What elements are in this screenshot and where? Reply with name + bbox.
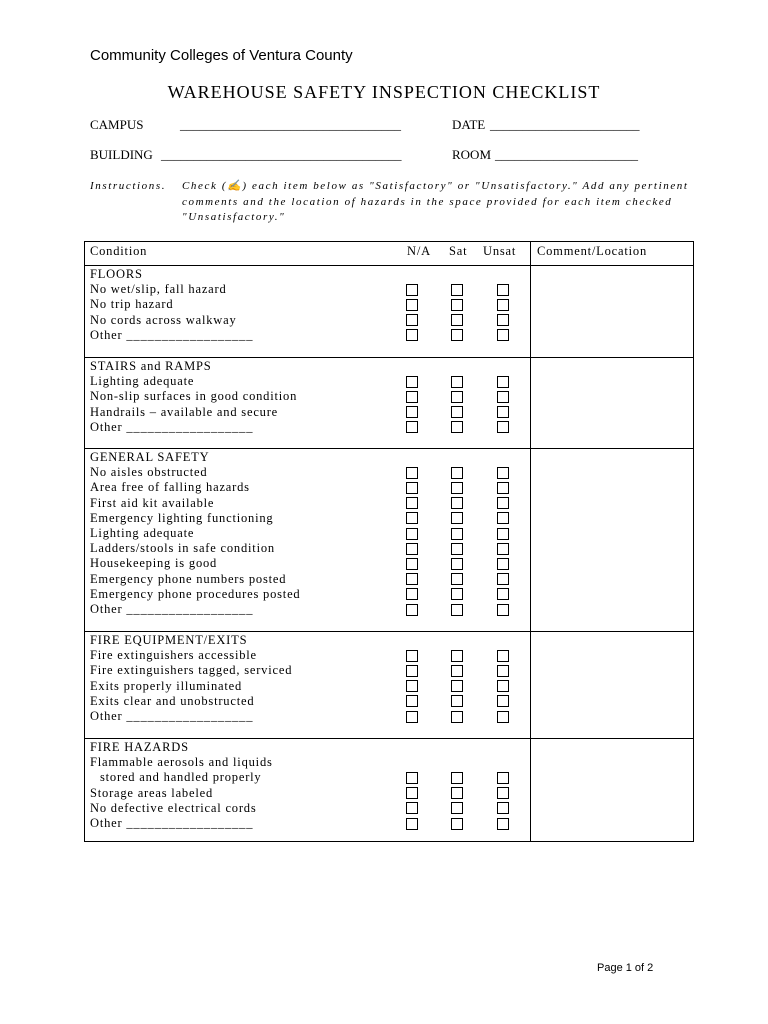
checklist-section bbox=[85, 266, 693, 358]
sat-checkbox[interactable] bbox=[451, 482, 463, 494]
unsat-checkbox[interactable] bbox=[497, 588, 509, 600]
na-checkbox[interactable] bbox=[406, 376, 418, 388]
organization-name: Community Colleges of Ventura County bbox=[90, 47, 353, 64]
unsat-checkbox[interactable] bbox=[497, 711, 509, 723]
sat-checkbox[interactable] bbox=[451, 421, 463, 433]
unsat-checkbox[interactable] bbox=[497, 680, 509, 692]
na-checkbox[interactable] bbox=[406, 665, 418, 677]
checklist-item: Lighting adequate bbox=[90, 526, 195, 540]
na-checkbox[interactable] bbox=[406, 680, 418, 692]
unsat-checkbox[interactable] bbox=[497, 329, 509, 341]
unsat-checkbox[interactable] bbox=[497, 543, 509, 555]
na-checkbox[interactable] bbox=[406, 284, 418, 296]
unsat-checkbox[interactable] bbox=[497, 376, 509, 388]
na-checkbox[interactable] bbox=[406, 482, 418, 494]
table-header bbox=[85, 242, 693, 266]
checklist-item: Other __________________ bbox=[90, 602, 254, 616]
sat-checkbox[interactable] bbox=[451, 467, 463, 479]
checklist-item: No wet/slip, fall hazard bbox=[90, 282, 227, 297]
na-checkbox[interactable] bbox=[406, 818, 418, 830]
unsat-checkbox[interactable] bbox=[497, 604, 509, 616]
checklist-item: Fire extinguishers accessible bbox=[90, 648, 257, 663]
sat-checkbox[interactable] bbox=[451, 284, 463, 296]
sat-checkbox[interactable] bbox=[451, 772, 463, 784]
checklist-item: Other __________________ bbox=[90, 419, 254, 434]
checklist-item: Exits clear and unobstructed bbox=[90, 693, 255, 708]
checklist-item: Flammable aerosols and liquids bbox=[90, 755, 273, 770]
checklist-item: Fire extinguishers tagged, serviced bbox=[90, 663, 293, 678]
checklist-section bbox=[85, 449, 693, 632]
unsat-checkbox[interactable] bbox=[497, 482, 509, 494]
unsat-checkbox[interactable] bbox=[497, 406, 509, 418]
na-checkbox[interactable] bbox=[406, 787, 418, 799]
sat-checkbox[interactable] bbox=[451, 376, 463, 388]
unsat-checkbox[interactable] bbox=[497, 497, 509, 509]
checklist-item: Non-slip surfaces in good condition bbox=[90, 389, 298, 404]
header-na: N/A bbox=[407, 244, 431, 258]
checklist-item: Emergency lighting functioning bbox=[90, 510, 274, 525]
sat-checkbox[interactable] bbox=[451, 558, 463, 570]
checklist-item: First aid kit available bbox=[90, 495, 215, 510]
na-checkbox[interactable] bbox=[406, 406, 418, 418]
header-comment-location: Comment/Location bbox=[537, 244, 648, 258]
sat-checkbox[interactable] bbox=[451, 711, 463, 723]
checklist-item: Housekeeping is good bbox=[90, 556, 218, 571]
sat-checkbox[interactable] bbox=[451, 329, 463, 341]
section-title: GENERAL SAFETY bbox=[90, 450, 210, 464]
header-unsat: Unsat bbox=[483, 244, 517, 258]
na-checkbox[interactable] bbox=[406, 299, 418, 311]
building-label: BUILDING bbox=[90, 147, 153, 162]
sat-checkbox[interactable] bbox=[451, 528, 463, 540]
building-field[interactable]: _____________________________________ bbox=[161, 147, 402, 162]
checklist-item: Storage areas labeled bbox=[90, 785, 213, 800]
sat-checkbox[interactable] bbox=[451, 406, 463, 418]
na-checkbox[interactable] bbox=[406, 329, 418, 341]
checklist-item: Lighting adequate bbox=[90, 374, 195, 389]
checklist-item: stored and handled properly bbox=[100, 770, 262, 785]
sat-checkbox[interactable] bbox=[451, 665, 463, 677]
date-field[interactable]: _______________________ bbox=[490, 117, 640, 132]
sat-checkbox[interactable] bbox=[451, 314, 463, 326]
unsat-checkbox[interactable] bbox=[497, 299, 509, 311]
na-checkbox[interactable] bbox=[406, 512, 418, 524]
sat-checkbox[interactable] bbox=[451, 543, 463, 555]
na-checkbox[interactable] bbox=[406, 558, 418, 570]
checklist-section bbox=[85, 739, 693, 843]
document-title: WAREHOUSE SAFETY INSPECTION CHECKLIST bbox=[167, 82, 601, 102]
na-checkbox[interactable] bbox=[406, 650, 418, 662]
unsat-checkbox[interactable] bbox=[497, 772, 509, 784]
unsat-checkbox[interactable] bbox=[497, 467, 509, 479]
sat-checkbox[interactable] bbox=[451, 650, 463, 662]
unsat-checkbox[interactable] bbox=[497, 787, 509, 799]
na-checkbox[interactable] bbox=[406, 573, 418, 585]
sat-checkbox[interactable] bbox=[451, 391, 463, 403]
checklist-item: Emergency phone procedures posted bbox=[90, 586, 301, 601]
checklist-item: No aisles obstructed bbox=[90, 465, 208, 480]
checklist-item: Other __________________ bbox=[90, 709, 254, 723]
instructions-text: Check (✍) each item below as "Satisfactory" or "Unsatisfactory." Add any pertinent comments and the location of hazards in the space provided for each item checked "Unsatisfactory." bbox=[182, 180, 689, 223]
sat-checkbox[interactable] bbox=[451, 512, 463, 524]
na-checkbox[interactable] bbox=[406, 695, 418, 707]
na-checkbox[interactable] bbox=[406, 314, 418, 326]
section-title: FIRE HAZARDS bbox=[90, 740, 189, 754]
unsat-checkbox[interactable] bbox=[497, 665, 509, 677]
sat-checkbox[interactable] bbox=[451, 787, 463, 799]
unsat-checkbox[interactable] bbox=[497, 512, 509, 524]
date-label: DATE bbox=[452, 117, 486, 132]
section-title: FLOORS bbox=[90, 267, 143, 281]
checklist-item: Emergency phone numbers posted bbox=[90, 571, 287, 586]
campus-field[interactable]: __________________________________ bbox=[180, 117, 401, 132]
checklist-section bbox=[85, 358, 693, 449]
checklist-item: No cords across walkway bbox=[90, 312, 237, 327]
checklist-section bbox=[85, 632, 693, 739]
checklist-item: Handrails – available and secure bbox=[90, 404, 279, 419]
na-checkbox[interactable] bbox=[406, 711, 418, 723]
checklist-table bbox=[84, 241, 694, 842]
unsat-checkbox[interactable] bbox=[497, 421, 509, 433]
na-checkbox[interactable] bbox=[406, 543, 418, 555]
unsat-checkbox[interactable] bbox=[497, 528, 509, 540]
checklist-item: No trip hazard bbox=[90, 297, 174, 312]
checklist-item: Other __________________ bbox=[90, 816, 254, 830]
header-sat: Sat bbox=[449, 244, 468, 258]
unsat-checkbox[interactable] bbox=[497, 314, 509, 326]
na-checkbox[interactable] bbox=[406, 421, 418, 433]
unsat-checkbox[interactable] bbox=[497, 818, 509, 830]
sat-checkbox[interactable] bbox=[451, 695, 463, 707]
header-condition: Condition bbox=[90, 244, 148, 258]
section-title: STAIRS and RAMPS bbox=[90, 359, 212, 373]
checklist-item: Area free of falling hazards bbox=[90, 480, 250, 495]
unsat-checkbox[interactable] bbox=[497, 558, 509, 570]
unsat-checkbox[interactable] bbox=[497, 802, 509, 814]
instructions-label: Instructions. bbox=[90, 180, 167, 192]
unsat-checkbox[interactable] bbox=[497, 695, 509, 707]
na-checkbox[interactable] bbox=[406, 604, 418, 616]
sat-checkbox[interactable] bbox=[451, 573, 463, 585]
na-checkbox[interactable] bbox=[406, 528, 418, 540]
campus-label: CAMPUS bbox=[90, 117, 144, 132]
unsat-checkbox[interactable] bbox=[497, 573, 509, 585]
sat-checkbox[interactable] bbox=[451, 818, 463, 830]
room-label: ROOM bbox=[452, 147, 492, 162]
checklist-item: Other __________________ bbox=[90, 327, 254, 342]
unsat-checkbox[interactable] bbox=[497, 284, 509, 296]
na-checkbox[interactable] bbox=[406, 802, 418, 814]
room-field[interactable]: ______________________ bbox=[495, 147, 638, 162]
na-checkbox[interactable] bbox=[406, 467, 418, 479]
na-checkbox[interactable] bbox=[406, 588, 418, 600]
sat-checkbox[interactable] bbox=[451, 604, 463, 616]
sat-checkbox[interactable] bbox=[451, 802, 463, 814]
section-title: FIRE EQUIPMENT/EXITS bbox=[90, 633, 248, 647]
sat-checkbox[interactable] bbox=[451, 588, 463, 600]
checklist-item: Ladders/stools in safe condition bbox=[90, 541, 275, 556]
checklist-item: Exits properly illuminated bbox=[90, 678, 243, 693]
na-checkbox[interactable] bbox=[406, 772, 418, 784]
na-checkbox[interactable] bbox=[406, 497, 418, 509]
instructions bbox=[90, 179, 690, 226]
page-number: Page 1 of 2 bbox=[597, 962, 654, 974]
sat-checkbox[interactable] bbox=[451, 680, 463, 692]
na-checkbox[interactable] bbox=[406, 391, 418, 403]
sat-checkbox[interactable] bbox=[451, 299, 463, 311]
unsat-checkbox[interactable] bbox=[497, 650, 509, 662]
sat-checkbox[interactable] bbox=[451, 497, 463, 509]
checklist-item: No defective electrical cords bbox=[90, 800, 257, 815]
unsat-checkbox[interactable] bbox=[497, 391, 509, 403]
